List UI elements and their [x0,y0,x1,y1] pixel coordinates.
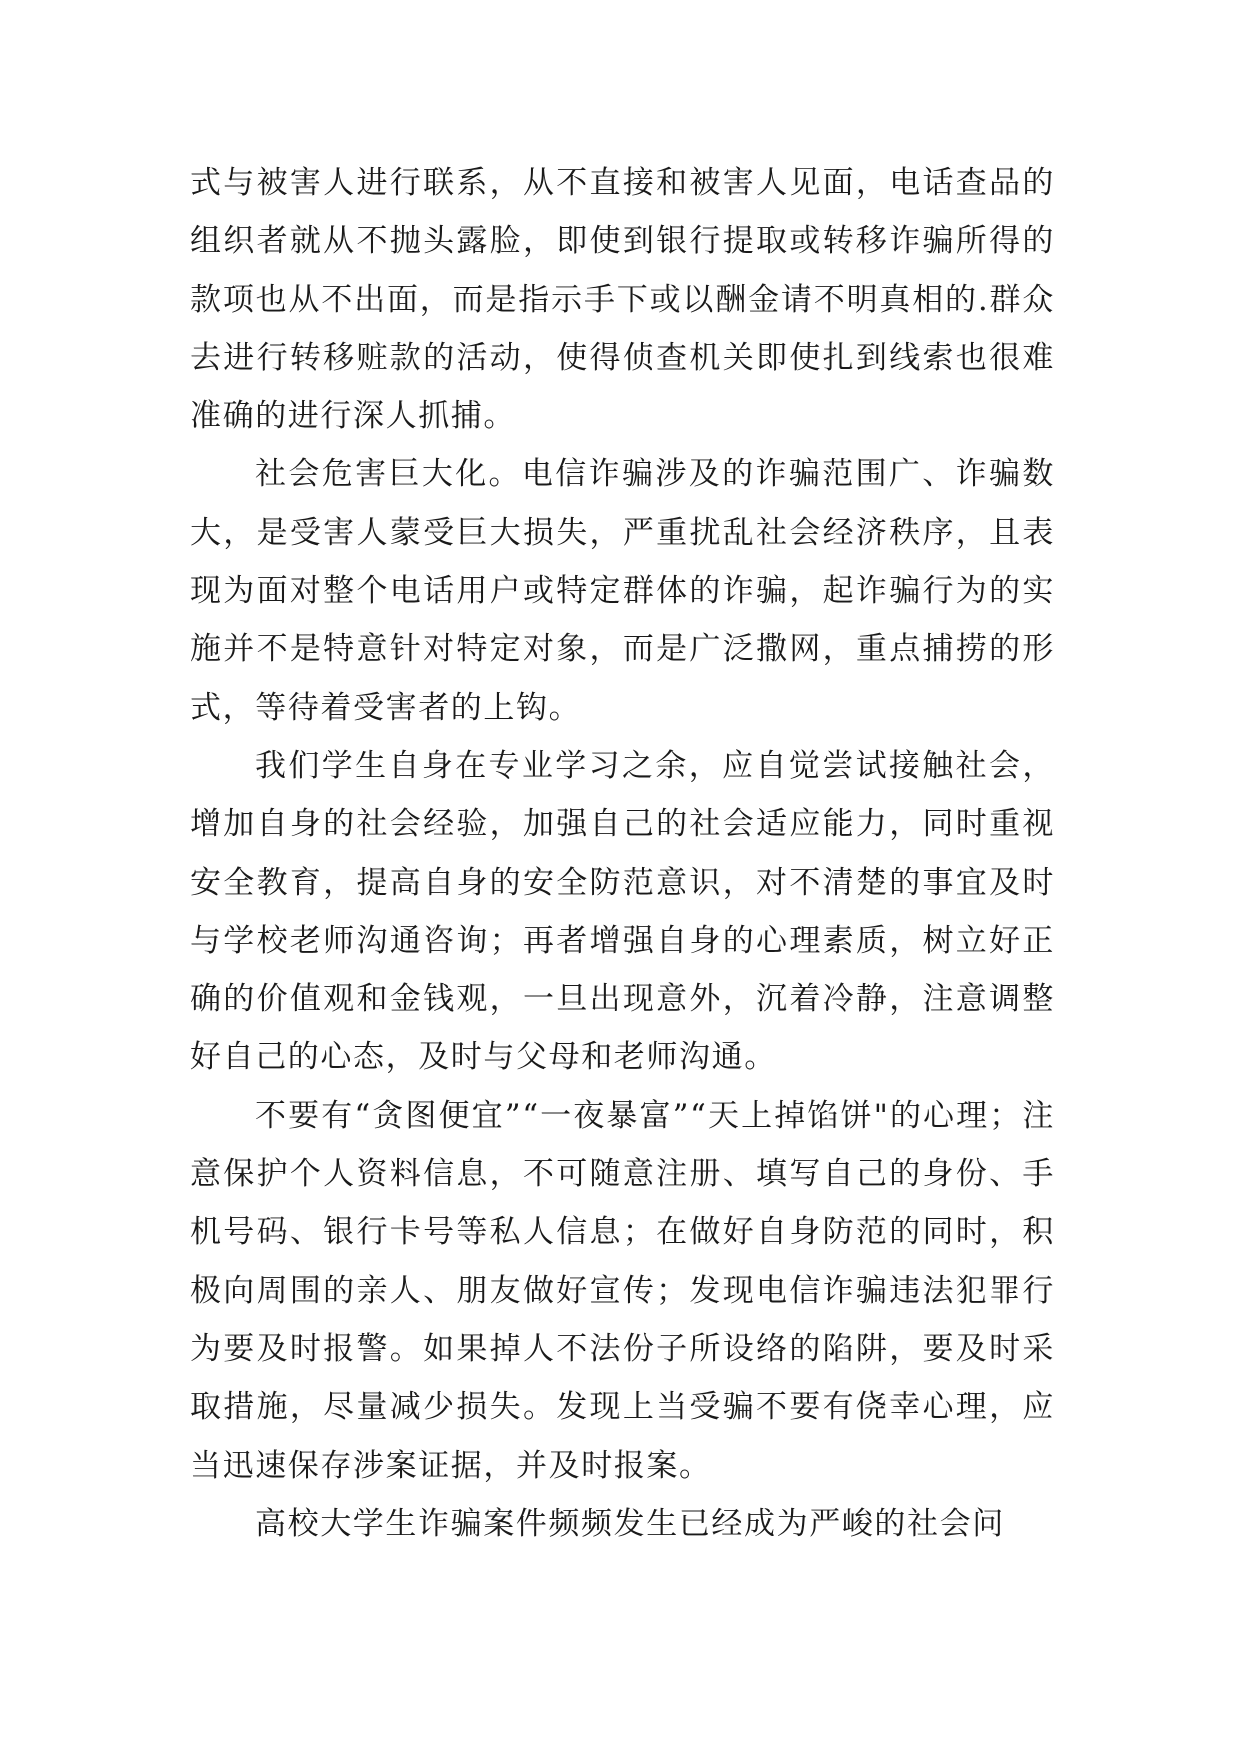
body-text [190,154,1055,1553]
paragraph-5: 高校大学生诈骗案件频频发生已经成为严峻的社会问 [255,1505,1005,1542]
paragraph-3: 我们学生自身在专业学习之余，应自觉尝试接触社会，增加自身的社会经验，加强自己的社会适应能力，同时重视安全教育，提高自身的安全防范意识，对不清楚的事宜及时与学校老师沟通咨询；再者增强自身的心理素质，树立好正确的价值观和金钱观，一旦出现意外，沉着冷静，注意调整好自己的心态，及时与父母和老师沟通。 [190,747,1055,1076]
paragraph-4: 不要有“贪图便宜”“一夜暴富”“天上掉馅饼"的心理；注意保护个人资料信息，不可随意注册、填写自己的身份、手机号码、银行卡号等私人信息；在做好自身防范的同时，积极向周围的亲人、朋友做好宣传；发现电信诈骗违法犯罪行为要及时报警。如果掉人不法份子所设络的陷阱，要及时采取措施，尽量减少损失。发现上当受骗不要有侥幸心理，应当迅速保存涉案证据，并及时报案。 [190,1097,1055,1484]
paragraph-1: 式与被害人进行联系，从不直接和被害人见面，电话查品的组织者就从不抛头露脸，即使到银行提取或转移诈骗所得的款项也从不出面，而是指示手下或以酬金请不明真相的.群众去进行转移赃款的活动，使得侦查机关即使扎到线索也很难准确的进行深人抓捕。 [190,165,1055,435]
paragraph-2: 社会危害巨大化。电信诈骗涉及的诈骗范围广、诈骗数大，是受害人蒙受巨大损失，严重扰乱社会经济秩序，且表现为面对整个电话用户或特定群体的诈骗，起诈骗行为的实施并不是特意针对特定对象，而是广泛撒网，重点捕捞的形式，等待着受害者的上钩。 [190,456,1055,726]
